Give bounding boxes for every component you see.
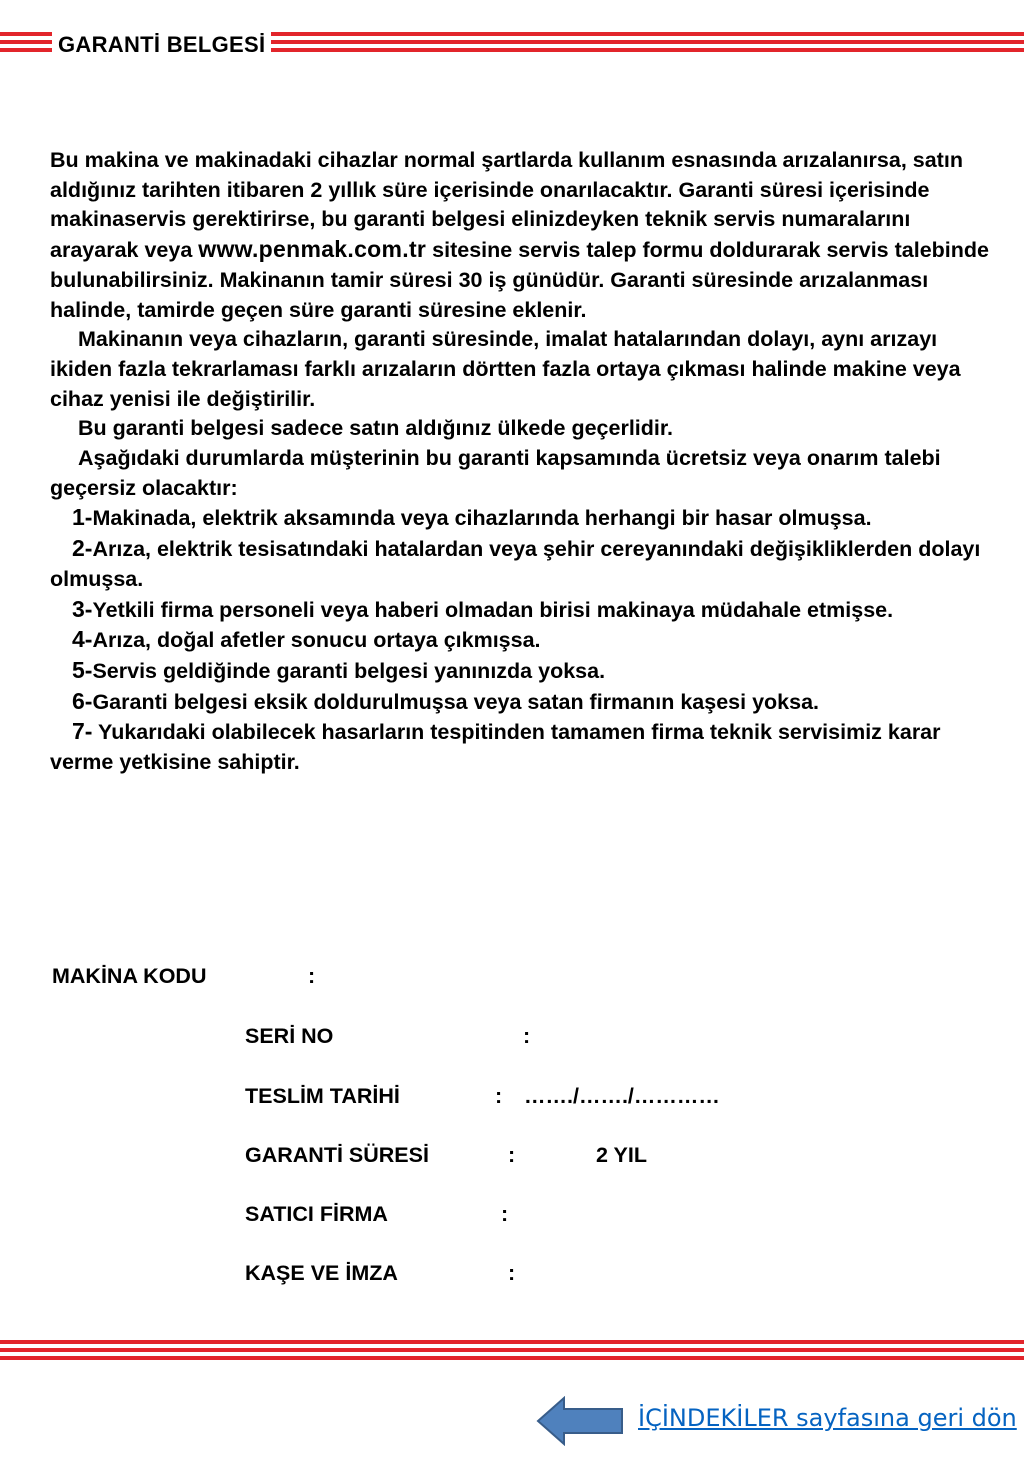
footer-stripes bbox=[0, 1340, 1024, 1366]
warranty-text bbox=[50, 146, 990, 778]
paragraph-1 bbox=[50, 146, 990, 325]
makina-kodu-colon: : bbox=[308, 964, 316, 988]
list-item-number: 2- bbox=[72, 535, 93, 562]
makina-kodu-label: MAKİNA KODU bbox=[52, 964, 207, 988]
list-item-number: 1- bbox=[72, 504, 93, 531]
kase-imza-colon: : bbox=[508, 1261, 516, 1285]
list-item-number: 5- bbox=[72, 656, 93, 683]
list-item bbox=[50, 687, 990, 718]
teslim-tarihi-label: TESLİM TARİHİ bbox=[245, 1084, 400, 1108]
teslim-tarihi-value: ……./……./………… bbox=[524, 1084, 720, 1108]
garanti-suresi-label: GARANTİ SÜRESİ bbox=[245, 1143, 429, 1167]
back-link-text[interactable]: İÇİNDEKİLER sayfasına geri dön bbox=[638, 1404, 1017, 1432]
list-item-text: Makinada, elektrik aksamında veya cihazlarında herhangi bir hasar olmuşsa. bbox=[92, 506, 872, 531]
paragraph-3: Bu garanti belgesi sadece satın aldığınız ülkede geçerlidir. bbox=[78, 416, 674, 441]
list-item bbox=[50, 595, 990, 626]
list-item-text: Arıza, doğal afetler sonucu ortaya çıkmışsa. bbox=[92, 628, 541, 653]
back-to-contents-link[interactable] bbox=[536, 1396, 1016, 1446]
paragraph-1-part-b: sitesine servis talep formu doldurarak servis talebinde bulunabilirsiniz. Makinanın tamir süresi 30 iş günüdür. Garanti süresinde arızalanması halinde, tamirde geçen süre garanti süresine eklenir. bbox=[50, 238, 989, 322]
left-arrow-icon[interactable] bbox=[536, 1396, 626, 1446]
seri-no-colon: : bbox=[523, 1024, 531, 1048]
list-item-text: Garanti belgesi eksik doldurulmuşsa veya satan firmanın kaşesi yoksa. bbox=[92, 689, 820, 714]
garanti-suresi-value: 2 YIL bbox=[596, 1143, 647, 1167]
list-item bbox=[50, 534, 990, 594]
list-item-text: Servis geldiğinde garanti belgesi yanınızda yoksa. bbox=[92, 658, 606, 683]
paragraph-1-part-a: Bu makina ve makinadaki cihazlar normal şartlarda kullanım esnasında arızalanırsa, satın aldığınız tarihten itibaren 2 yıllık süre içerisinde onarılacaktır. Garanti süresi içerisinde makinaservis gerektirirse, bu garanti belgesi elinizdeyken teknik servis numaralarını arayarak veya bbox=[50, 148, 963, 263]
seri-no-label: SERİ NO bbox=[245, 1024, 334, 1048]
list-item bbox=[50, 503, 990, 534]
list-item-number: 6- bbox=[72, 687, 93, 714]
garanti-suresi-colon: : bbox=[508, 1143, 516, 1167]
list-item bbox=[50, 625, 990, 656]
page-title: GARANTİ BELGESİ bbox=[52, 30, 271, 60]
website-url: www.penmak.com.tr bbox=[198, 236, 427, 263]
teslim-tarihi-colon: : bbox=[495, 1084, 503, 1108]
kase-imza-label: KAŞE VE İMZA bbox=[245, 1261, 398, 1285]
list-item-text: Yukarıdaki olabilecek hasarların tespitinden tamamen firma teknik servisimiz karar verme yetkisine sahiptir. bbox=[50, 720, 941, 775]
list-item-number: 3- bbox=[72, 595, 93, 622]
list-item-text: Arıza, elektrik tesisatındaki hatalardan veya şehir cereyanındaki değişikliklerden dolayı olmuşsa. bbox=[50, 537, 981, 591]
satici-firma-colon: : bbox=[501, 1202, 509, 1226]
list-item bbox=[50, 656, 990, 687]
list-item bbox=[50, 717, 990, 777]
paragraph-2: Makinanın veya cihazların, garanti süresinde, imalat hatalarından dolayı, aynı arızayı ikiden fazla tekrarlaması farklı arızaların dörtten fazla ortaya çıkması halinde makine veya cihaz yenisi ile değiştirilir. bbox=[50, 327, 961, 411]
list-item-number: 4- bbox=[72, 626, 93, 653]
satici-firma-label: SATICI FİRMA bbox=[245, 1202, 388, 1226]
list-item-text: Yetkili firma personeli veya haberi olmadan birisi makinaya müdahale etmişse. bbox=[92, 597, 894, 622]
paragraph-4: Aşağıdaki durumlarda müşterinin bu garanti kapsamında ücretsiz veya onarım talebi geçersiz olacaktır: bbox=[50, 446, 941, 500]
list-item-number: 7- bbox=[72, 718, 93, 745]
